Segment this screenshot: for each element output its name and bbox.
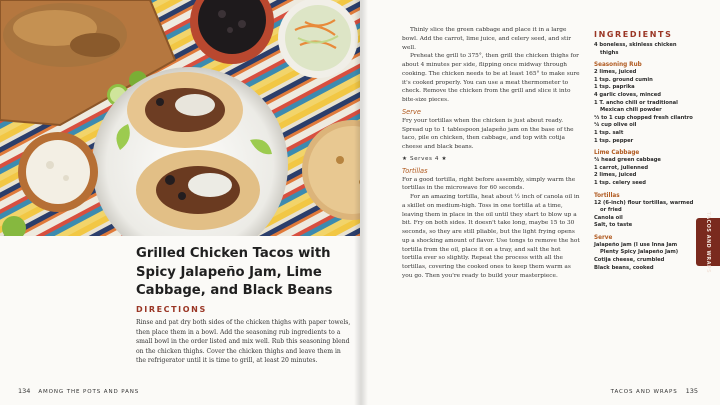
chapter-tab: [696, 211, 720, 273]
page-number: 134: [18, 387, 31, 395]
recipe-title-line: Spicy Jalapeño Jam, Lime: [136, 264, 322, 280]
gutter-shadow: [354, 0, 368, 405]
ingredient-group-heading: Lime Cabbage: [594, 150, 640, 157]
food-photo: [0, 0, 360, 236]
tortillas-heading: Tortillas: [402, 166, 428, 175]
tortillas-paragraph: For an amazing tortilla, heat about ½ inch of canola oil in a skillet on medium-high. Toss in one tortilla at a time, leaving them in place in the oil until they start to blow up a bit. Fry on both sides. It doesn't take long, maybe 15 to 30 seconds, so they are still pliable, but the light frying opens up a shocking amount of flavor. Use tongs to remove the hot tortilla from the oil, place it on a tray, and salt the hot tortilla ever so slightly. Repeat the process with all the tortillas, covering the cooked ones to keep them warm as you go. Then you're ready to build your masterpiece.: [402, 194, 580, 279]
ingredient-item: ¼ cup olive oil: [594, 122, 637, 129]
serve-heading: Serve: [402, 107, 421, 116]
recipe-title: [136, 245, 356, 301]
ingredient-item: Black beans, cooked: [594, 264, 654, 271]
ingredient-group-heading: Tortillas: [594, 192, 620, 199]
ingredients-column: [594, 30, 694, 272]
method-paragraph: Thinly slice the green cabbage and place it in a large bowl. Add the carrot, lime juice, and celery seed, and stir well.: [402, 27, 571, 51]
method-paragraph: Preheat the grill to 375°, then grill the chicken thighs for about 4 minutes per side, flipping once midway through cooking. The chicken needs to be at least 165° to make sure it's cooked properly. You can use a meat thermometer to check. Remove the chicken from the grill and slice it into bite-size pieces.: [402, 53, 580, 103]
chapter-tab-label: TACOS AND WRAPS: [705, 211, 711, 273]
recipe-title-line: Cabbage, and Black Beans: [136, 283, 333, 298]
running-head: TACOS AND WRAPS: [610, 389, 678, 395]
directions-text: Rinse and pat dry both sides of the chicken thighs with paper towels, then place them in a bowl. Add the seasoning rub ingredients to a small bowl in the order listed and mix well. Rub this seasoning blend on the chicken thighs. Cover the chicken thighs and leave them in the refrigerator until it is time to grill, at least 20 minutes.: [136, 319, 351, 365]
ingredient-item: 1 tsp. ground cumin: [594, 76, 653, 83]
ingredient-item: 4 garlic cloves, minced: [594, 91, 661, 98]
ingredient-item: Cotija cheese, crumbled: [594, 257, 665, 264]
ingredient-item: 1 tsp. celery seed: [594, 179, 646, 186]
ingredient-item: 12 (6-inch) flour tortillas, warmed or fried: [594, 199, 694, 214]
ingredient-item: 2 limes, juiced: [594, 172, 637, 179]
directions-heading: DIRECTIONS: [136, 305, 207, 314]
ingredients-heading: INGREDIENTS: [594, 30, 673, 39]
ingredient-item: ¾ head green cabbage: [594, 157, 661, 164]
folio-left: [18, 387, 139, 395]
ingredient-item: 1 carrot, julienned: [594, 164, 649, 171]
tortillas-paragraph: For a good tortilla, right before assembly, simply warm the tortillas in the microwave for 60 seconds.: [402, 176, 576, 192]
ingredient-item: Jalapeño jam (I use Inna Jam Plenty Spicy Jalapeño Jam): [594, 241, 679, 256]
serves-badge: ★ Serves 4 ★: [402, 155, 448, 162]
ingredient-item: 1 T. ancho chili or traditional Mexican chili powder: [594, 99, 678, 114]
running-head: AMONG THE POTS AND PANS: [38, 389, 140, 395]
ingredient-item: 1 tsp. pepper: [594, 137, 634, 144]
recipe-title-line: Grilled Chicken Tacos with: [136, 246, 331, 261]
method-column: [402, 26, 580, 281]
serve-text: Fry your tortillas when the chicken is just about ready. Spread up to 1 tablespoon jalapeño jam on the base of the taco, pile on chicken, then cabbage, and top with cotija cheese and black beans.: [402, 117, 574, 150]
ingredient-group-heading: Serve: [594, 234, 613, 241]
ingredient-item: 1 tsp. paprika: [594, 84, 635, 91]
folio-right: [611, 387, 698, 395]
ingredient-item: Canola oil: [594, 214, 623, 221]
page-number: 135: [685, 387, 698, 395]
ingredient-item: ⅓ to 1 cup chopped fresh cilantro: [594, 114, 693, 121]
ingredient-item: 4 boneless, skinless chicken thighs: [594, 42, 677, 56]
ingredient-item: Salt, to taste: [594, 222, 633, 229]
ingredient-group-heading: Seasoning Rub: [594, 62, 642, 69]
ingredient-item: 1 tsp. salt: [594, 129, 624, 136]
ingredient-item: 2 limes, juiced: [594, 69, 637, 76]
